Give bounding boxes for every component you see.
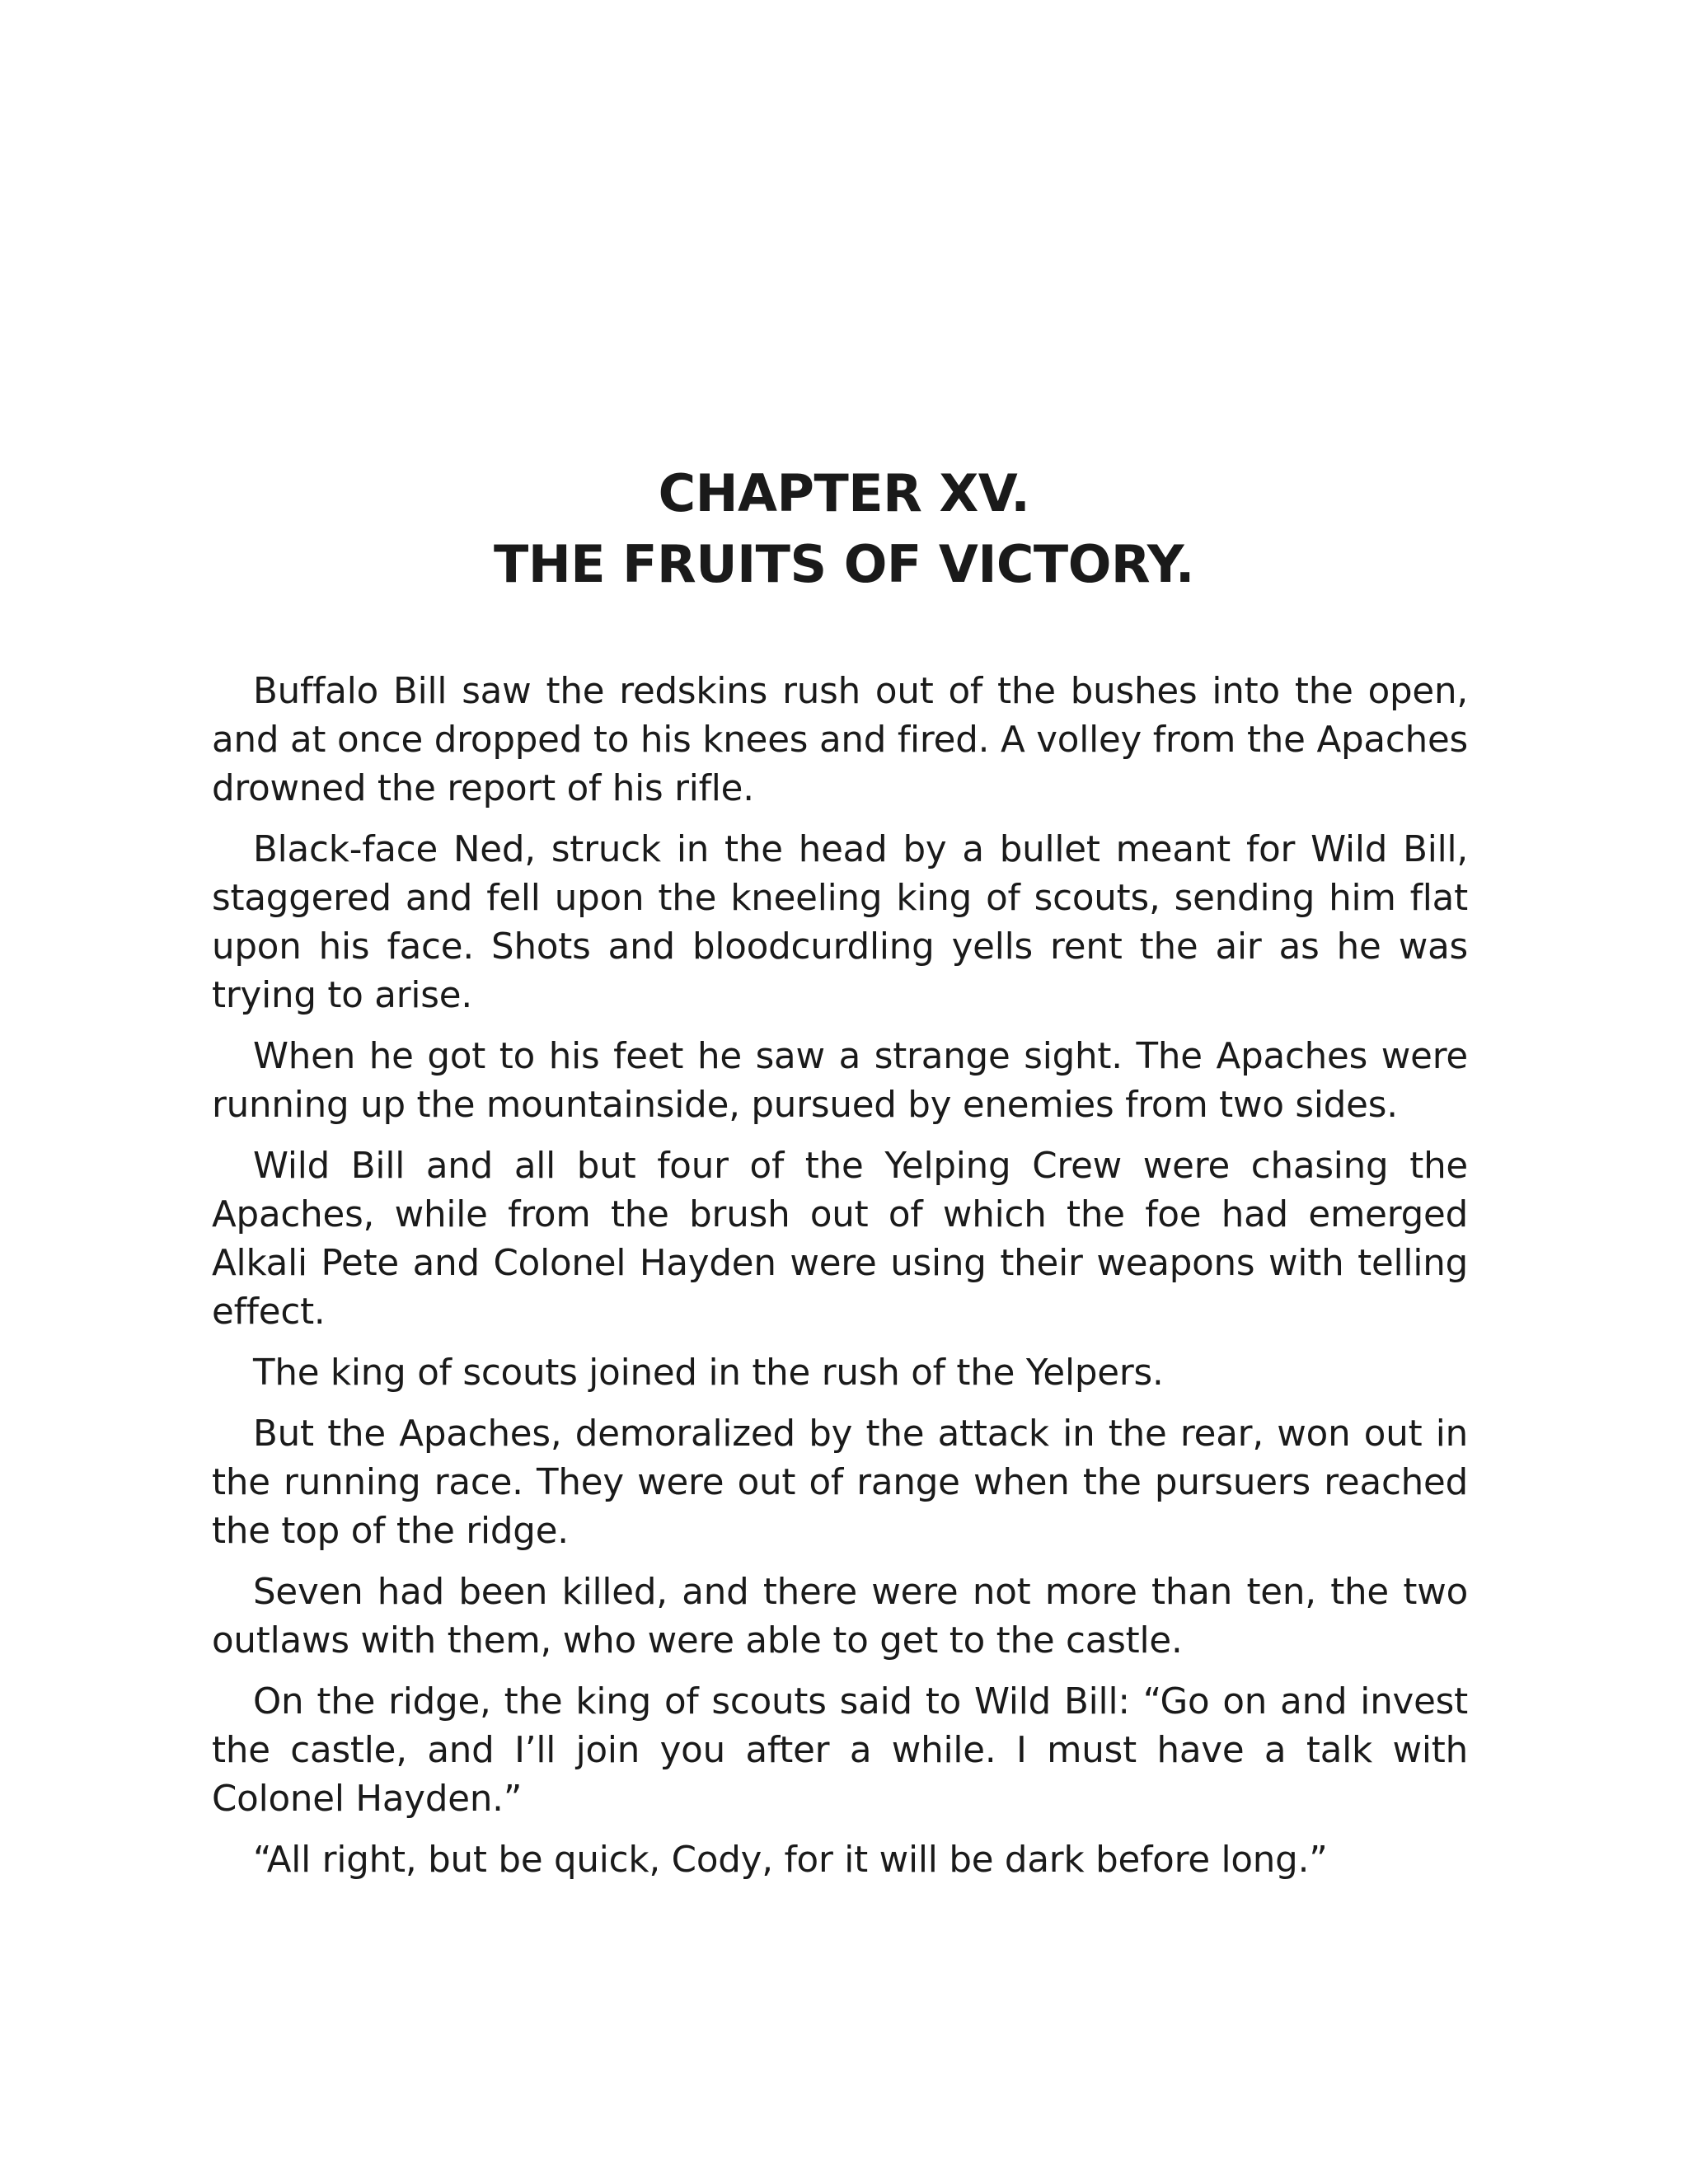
paragraph: Black-face Ned, struck in the head by a bullet meant for Wild Bill, staggered and fell upon the kneeling king of scouts, sending him flat upon his face. Shots and bloodcurdling yells rent the air as he was trying to arise.	[212, 829, 1468, 1016]
paragraph: On the ridge, the king of scouts said to Wild Bill: “Go on and invest the castle, and I’ll join you after a while. I must have a talk with Colonel Hayden.”	[212, 1681, 1468, 1820]
paragraph: The king of scouts joined in the rush of the Yelpers.	[253, 1352, 1164, 1394]
paragraph: Seven had been killed, and there were not more than ten, the two outlaws with them, who were able to get to the castle.	[212, 1572, 1468, 1661]
paragraph: “All right, but be quick, Cody, for it will be dark before long.”	[253, 1840, 1328, 1881]
chapter-heading	[0, 458, 1688, 600]
paragraph: Buffalo Bill saw the redskins rush out of the bushes into the open, and at once dropped to his knees and fired. A volley from the Apaches drowned the report of his rifle.	[212, 671, 1468, 809]
chapter-title: THE FRUITS OF VICTORY.	[494, 534, 1194, 594]
paragraph: Wild Bill and all but four of the Yelping Crew were chasing the Apaches, while from the brush out of which the foe had emerged Alkali Pete and Colonel Hayden were using their weapons with telling effect.	[212, 1146, 1468, 1333]
paragraph: But the Apaches, demoralized by the attack in the rear, won out in the running race. They were out of range when the pursuers reached the top of the ridge.	[212, 1413, 1468, 1552]
chapter-number: CHAPTER XV.	[658, 463, 1030, 523]
paragraph: When he got to his feet he saw a strange sight. The Apaches were running up the mountainside, pursued by enemies from two sides.	[212, 1036, 1468, 1126]
chapter-body	[212, 668, 1468, 1897]
